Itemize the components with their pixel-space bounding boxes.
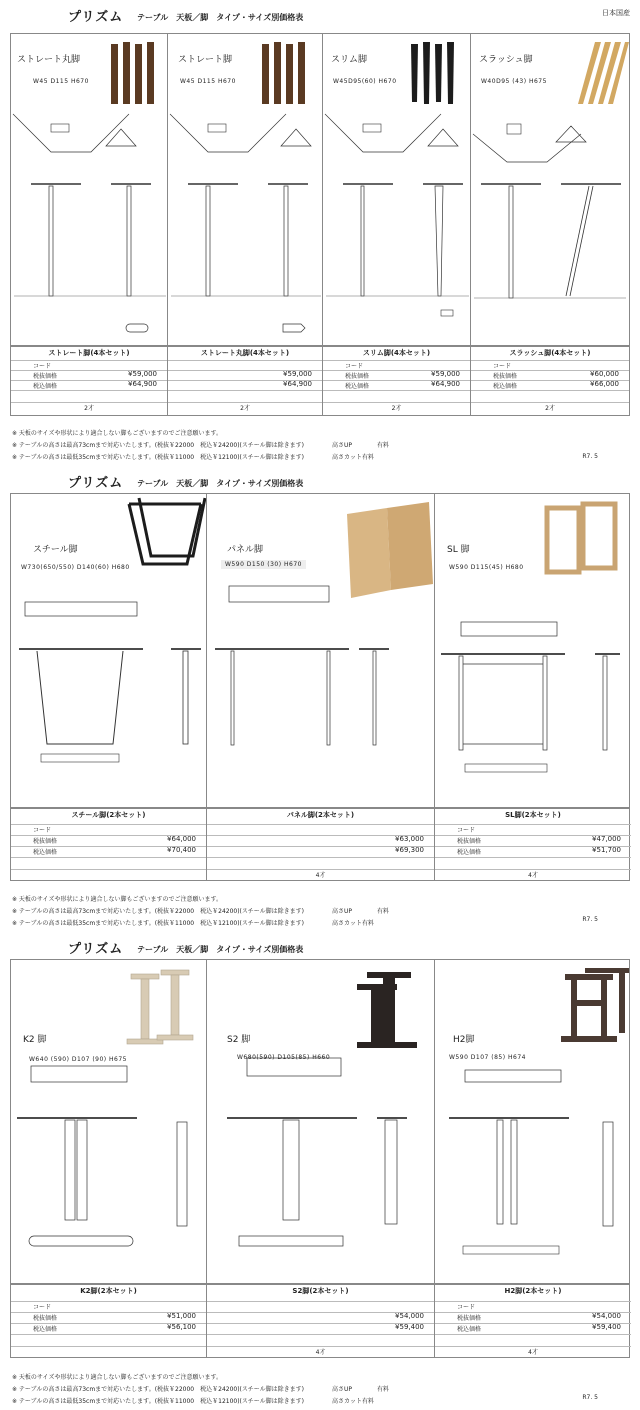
section-2	[0, 466, 640, 936]
price-in-value: ¥56,100	[167, 1323, 196, 1331]
product-cell	[168, 34, 323, 345]
price-ex-label: 税抜価格	[345, 373, 370, 380]
set-label: ストレート脚(4本セット)	[48, 349, 130, 357]
leg-drawing	[168, 34, 323, 345]
note-2-height-up: 高さUP	[332, 442, 353, 449]
code-label: コード	[493, 363, 512, 370]
product-dims: W590 D107 (85) H674	[449, 1054, 526, 1061]
note-3-text: ※ テーブルの高さは最低35cmまで対応いたします。(税抜￥11000 税込￥12100)(スチール脚は除きます)	[12, 1398, 304, 1405]
note-2	[12, 906, 390, 915]
product-dims: W590 D115(45) H680	[449, 564, 524, 571]
subtitle: テーブル 天板／脚 タイプ・サイズ別価格表	[137, 479, 304, 488]
code-label: コード	[33, 827, 52, 834]
price-in-value: ¥64,900	[128, 380, 157, 388]
price-in-value: ¥59,400	[395, 1323, 424, 1331]
product-cell	[207, 960, 435, 1283]
product-cell	[11, 494, 207, 807]
note-3-text: ※ テーブルの高さは最低35cmまで対応いたします。(税抜￥11000 税込￥12100)(スチール脚は除きます)	[12, 454, 304, 461]
set-label: S2脚(2本セット)	[292, 1287, 349, 1295]
note-2-text: ※ テーブルの高さは最高73cmまで対応いたします。(税抜￥22000 税込￥24200)(スチール脚は除きます)	[12, 442, 304, 449]
set-label: スリム脚(4本セット)	[362, 349, 431, 357]
brand-title: プリズム	[68, 10, 124, 25]
code-label: コード	[457, 1304, 476, 1311]
price-column	[168, 347, 323, 415]
product-cell	[11, 960, 207, 1283]
origin-label: 日本国産	[602, 9, 630, 17]
leg-drawing	[11, 34, 168, 345]
price-column	[11, 347, 168, 415]
qty-label: 2才	[545, 405, 555, 412]
product-cell	[323, 34, 471, 345]
product-dims: W680(590) D105(85) H660	[237, 1054, 331, 1061]
price-ex-value: ¥59,000	[283, 370, 312, 378]
leg-drawing	[471, 34, 629, 345]
qty-label: 2才	[240, 405, 250, 412]
price-ex-label: 税抜価格	[457, 1315, 482, 1322]
set-label: パネル脚(2本セット)	[286, 811, 355, 819]
price-table	[10, 346, 630, 416]
product-dims: W45 D115 H670	[33, 78, 89, 85]
code-label: コード	[33, 1304, 52, 1311]
note-3	[12, 452, 374, 461]
price-in-label: 税込価格	[33, 383, 58, 390]
set-label: スラッシュ脚(4本セット)	[509, 349, 591, 357]
product-dims: W45D95(60) H670	[333, 78, 397, 85]
brand-title: プリズム	[68, 942, 124, 957]
product-cell	[435, 494, 631, 807]
product-dims: W590 D150 (30) H670	[221, 560, 306, 569]
price-in-value: ¥51,700	[592, 846, 621, 854]
code-label: コード	[345, 363, 364, 370]
note-3-height-cut: 高さカット有料	[332, 1398, 374, 1405]
brand-title: プリズム	[68, 476, 124, 491]
set-label: スチール脚(2本セット)	[71, 811, 146, 819]
revision-label: R7. 5	[582, 453, 598, 460]
note-3-height-cut: 高さカット有料	[332, 454, 374, 461]
note-3-text: ※ テーブルの高さは最低35cmまで対応いたします。(税抜￥11000 税込￥12100)(スチール脚は除きます)	[12, 920, 304, 927]
product-grid	[10, 33, 630, 346]
leg-drawing	[207, 960, 435, 1283]
product-name: SL 脚	[447, 545, 470, 555]
note-1: ※ 天板のサイズや形状により適合しない脚もございますのでご注意願います。	[12, 1374, 222, 1381]
price-column	[207, 809, 435, 880]
price-ex-value: ¥59,000	[431, 370, 460, 378]
leg-drawing	[435, 494, 631, 807]
qty-label: 2才	[391, 405, 402, 412]
product-cell	[435, 960, 631, 1283]
price-ex-label: 税抜価格	[493, 373, 518, 380]
note-2-text: ※ テーブルの高さは最高73cmまで対応いたします。(税抜￥22000 税込￥24200)(スチール脚は除きます)	[12, 908, 304, 915]
revision-label: R7. 5	[582, 916, 598, 923]
code-label: コード	[457, 827, 476, 834]
product-name: パネル脚	[227, 545, 264, 555]
price-column	[323, 347, 471, 415]
product-dims: W640 (590) D107 (90) H675	[29, 1056, 127, 1063]
price-ex-value: ¥63,000	[395, 835, 424, 843]
price-table	[10, 1284, 630, 1358]
note-2	[12, 1384, 390, 1393]
price-ex-value: ¥60,000	[590, 370, 619, 378]
product-name: ストレート脚	[178, 55, 233, 65]
leg-drawing	[323, 34, 471, 345]
note-3	[12, 1396, 374, 1405]
product-name: K2 脚	[23, 1035, 47, 1045]
price-ex-label: 税抜価格	[33, 1315, 58, 1322]
price-in-label: 税込価格	[493, 383, 518, 390]
leg-drawing	[11, 494, 207, 807]
subtitle: テーブル 天板／脚 タイプ・サイズ別価格表	[137, 945, 304, 954]
note-2-height-up: 高さUP	[332, 908, 353, 915]
note-3	[12, 918, 374, 927]
note-3-height-cut: 高さカット有料	[332, 920, 374, 927]
qty-label: 4才	[528, 1349, 538, 1356]
set-label: K2脚(2本セット)	[80, 1287, 137, 1295]
product-name: S2 脚	[227, 1035, 251, 1045]
price-ex-value: ¥64,000	[167, 835, 196, 843]
product-dims: W40D95 (43) H675	[481, 78, 547, 85]
product-name: ストレート丸脚	[17, 55, 81, 65]
subtitle: テーブル 天板／脚 タイプ・サイズ別価格表	[137, 13, 304, 22]
product-dims: W45 D115 H670	[180, 78, 236, 85]
product-grid	[10, 959, 630, 1284]
qty-label: 2才	[84, 405, 94, 412]
product-cell	[11, 34, 168, 345]
price-ex-label: 税抜価格	[457, 838, 482, 845]
section-3	[0, 932, 640, 1410]
price-column	[207, 1285, 435, 1357]
price-ex-value: ¥54,000	[395, 1312, 424, 1320]
price-ex-value: ¥54,000	[592, 1312, 621, 1320]
price-ex-label: 税抜価格	[33, 373, 58, 380]
price-in-value: ¥69,300	[395, 846, 424, 854]
price-in-value: ¥66,000	[590, 380, 619, 388]
set-label: SL脚(2本セット)	[505, 811, 561, 819]
price-column	[471, 347, 629, 415]
price-column	[11, 1285, 207, 1357]
product-cell	[207, 494, 435, 807]
qty-label: 4才	[528, 872, 538, 879]
price-in-label: 税込価格	[345, 383, 370, 390]
note-1: ※ 天板のサイズや形状により適合しない脚もございますのでご注意願います。	[12, 896, 222, 903]
qty-label: 4才	[315, 872, 326, 879]
product-name: スチール脚	[33, 545, 78, 555]
price-in-value: ¥64,900	[431, 380, 460, 388]
note-2-fee: 有料	[377, 442, 390, 449]
revision-label: R7. 5	[582, 1394, 598, 1401]
product-grid	[10, 493, 630, 808]
price-ex-value: ¥51,000	[167, 1312, 196, 1320]
product-name: H2脚	[453, 1035, 475, 1045]
product-dims: W730(650/550) D140(60) H680	[21, 564, 130, 571]
code-label: コード	[33, 363, 52, 370]
price-column	[435, 809, 631, 880]
price-ex-value: ¥59,000	[128, 370, 157, 378]
note-2-fee: 有料	[377, 908, 390, 915]
set-label: H2脚(2本セット)	[504, 1287, 562, 1295]
product-name: スリム脚	[331, 55, 368, 65]
price-ex-value: ¥47,000	[592, 835, 621, 843]
product-cell	[471, 34, 629, 345]
product-name: スラッシュ脚	[479, 55, 533, 65]
price-table	[10, 808, 630, 881]
leg-drawing	[435, 960, 631, 1283]
price-in-label: 税込価格	[33, 849, 58, 856]
price-in-value: ¥64,900	[283, 380, 312, 388]
price-ex-label: 税抜価格	[33, 838, 58, 845]
note-1: ※ 天板のサイズや形状により適合しない脚もございますのでご注意願います。	[12, 430, 222, 437]
set-label: ストレート丸脚(4本セット)	[200, 349, 290, 357]
price-in-label: 税込価格	[33, 1326, 58, 1333]
price-column	[11, 809, 207, 880]
section-1	[0, 0, 640, 470]
price-in-label: 税込価格	[457, 1326, 482, 1333]
price-in-value: ¥70,400	[167, 846, 196, 854]
qty-label: 4才	[315, 1349, 326, 1356]
price-in-value: ¥59,400	[592, 1323, 621, 1331]
note-2-text: ※ テーブルの高さは最高73cmまで対応いたします。(税抜￥22000 税込￥24200)(スチール脚は除きます)	[12, 1386, 304, 1393]
note-2-fee: 有料	[377, 1386, 390, 1393]
note-2	[12, 440, 390, 449]
leg-drawing	[11, 960, 207, 1283]
note-2-height-up: 高さUP	[332, 1386, 353, 1393]
leg-drawing	[207, 494, 435, 807]
price-column	[435, 1285, 631, 1357]
price-in-label: 税込価格	[457, 849, 482, 856]
